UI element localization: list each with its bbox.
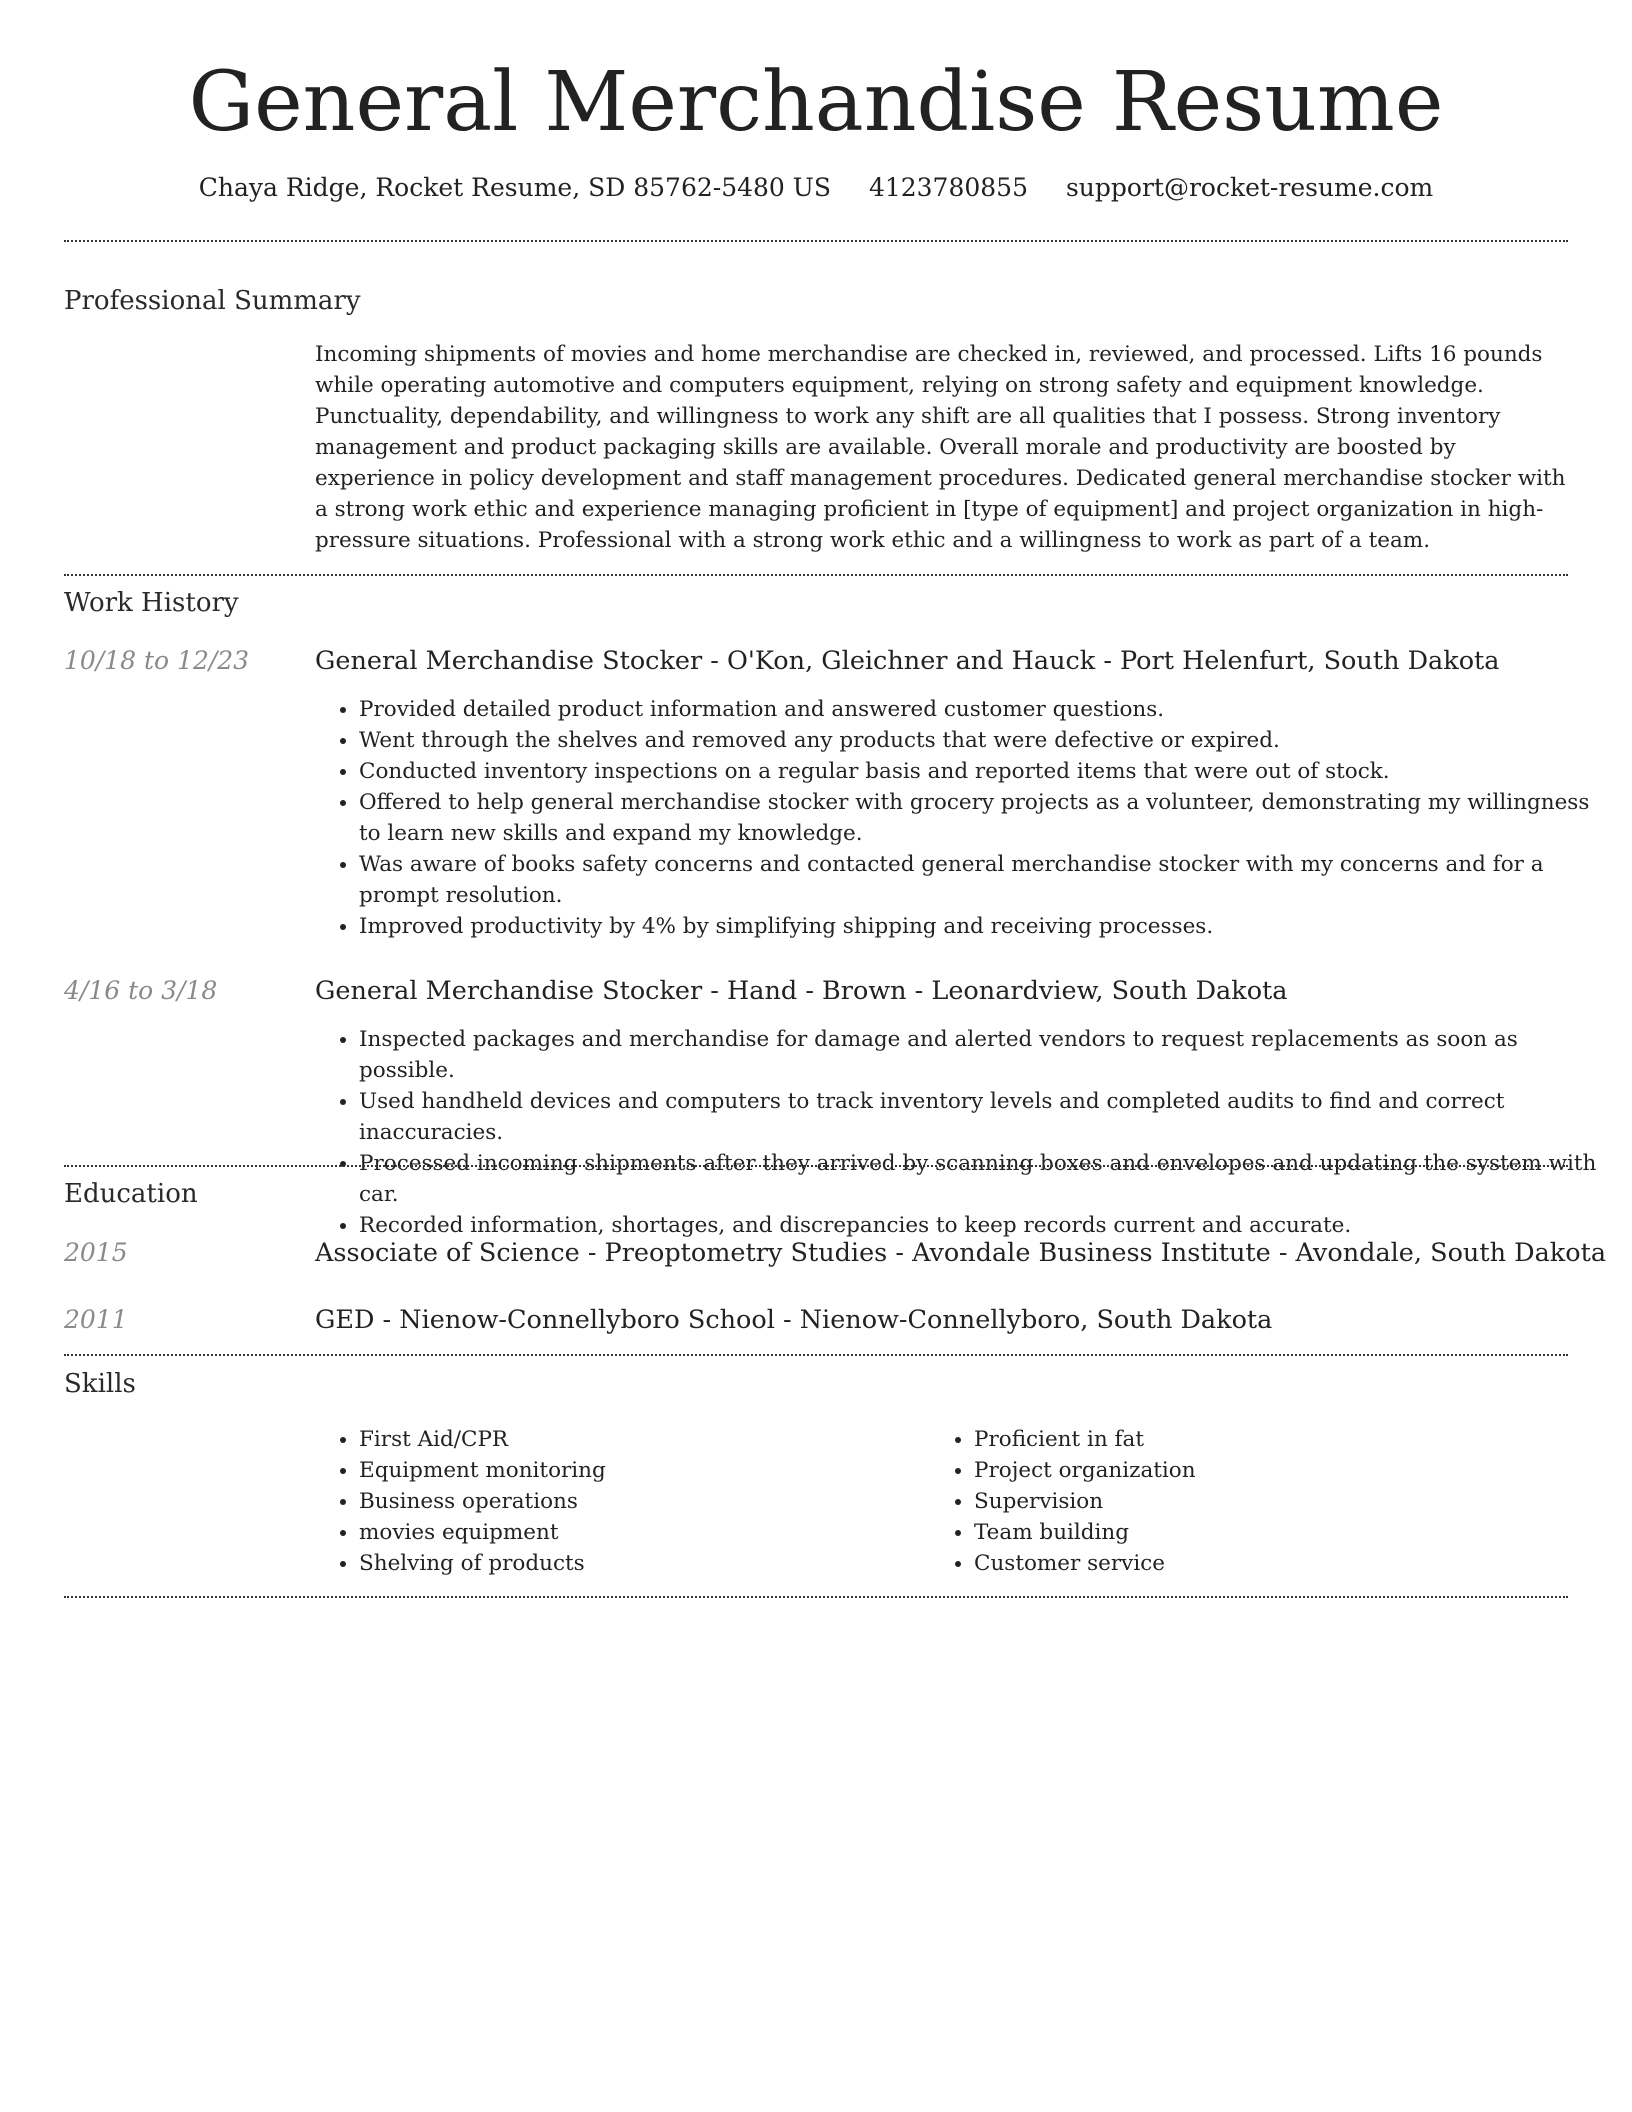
skill-item: • Customer service — [974, 1548, 1534, 1579]
job-dates: 10/18 to 12/23 — [64, 646, 250, 675]
section-divider — [64, 240, 1568, 242]
job-bullet: • Inspected packages and merchandise for damage and alerted vendors to request replacements as soon as possible. — [359, 1024, 1615, 1086]
job-bullet: • Offered to help general merchandise stocker with grocery projects as a volunteer, demonstrating my willingness to learn new skills and expand my knowledge. — [359, 787, 1615, 849]
skill-item: • Team building — [974, 1517, 1534, 1548]
section-heading-summary: Professional Summary — [64, 286, 361, 316]
skill-item: • Supervision — [974, 1486, 1534, 1517]
job-dates: 4/16 to 3/18 — [64, 976, 218, 1005]
skill-item: • Shelving of products — [359, 1548, 919, 1579]
section-heading-skills: Skills — [64, 1369, 136, 1399]
education-year: 2011 — [64, 1305, 128, 1334]
skills-list-right — [930, 1424, 1534, 1579]
skill-item: • Equipment monitoring — [359, 1455, 919, 1486]
section-heading-work: Work History — [64, 588, 239, 618]
job-title: General Merchandise Stocker - O'Kon, Gleichner and Hauck - Port Helenfurt, South Dakota — [315, 646, 1500, 676]
skill-item: • First Aid/CPR — [359, 1424, 919, 1455]
education-entry: Associate of Science - Preoptometry Studies - Avondale Business Institute - Avondale, South Dakota — [315, 1238, 1607, 1268]
skill-item: • Proficient in fat — [974, 1424, 1534, 1455]
job-bullets — [315, 1024, 1615, 1241]
job-bullets — [315, 694, 1615, 942]
skill-item: • Project organization — [974, 1455, 1534, 1486]
job-bullet: • Recorded information, shortages, and discrepancies to keep records current and accurate. — [359, 1210, 1615, 1241]
contact-phone: 4123780855 — [868, 173, 1028, 202]
job-bullet: • Provided detailed product information and answered customer questions. — [359, 694, 1615, 725]
section-heading-education: Education — [64, 1179, 198, 1209]
section-divider — [64, 1596, 1568, 1598]
skill-item: • Business operations — [359, 1486, 919, 1517]
education-entry: GED - Nienow-Connellyboro School - Nienow-Connellyboro, South Dakota — [315, 1305, 1273, 1335]
contact-email: support@rocket-resume.com — [1065, 173, 1434, 202]
education-year: 2015 — [64, 1238, 128, 1267]
resume-title: General Merchandise Resume — [188, 55, 1444, 150]
job-title: General Merchandise Stocker - Hand - Brown - Leonardview, South Dakota — [315, 976, 1288, 1006]
contact-address: Chaya Ridge, Rocket Resume, SD 85762-5480 US — [198, 173, 831, 202]
job-bullet: • Processed incoming shipments after they arrived by scanning boxes and envelopes and updating the system with car. — [359, 1148, 1615, 1210]
summary-text: Incoming shipments of movies and home merchandise are checked in, reviewed, and processed. Lifts 16 pounds while operating automotive and computers equipment, relying on strong safety and equipment knowledge. Punctuality, dependability, and willingness to work any shift are all qualities that I possess. Strong inventory management and product packaging skills are available. Overall morale and productivity are boosted by experience in policy development and staff management procedures. Dedicated general merchandise stocker with a strong work ethic and experience managing proficient in [type of equipment] and project organization in high-pressure situations. Professional with a strong work ethic and a willingness to work as part of a team. — [315, 342, 1566, 553]
job-bullet: • Conducted inventory inspections on a regular basis and reported items that were out of stock. — [359, 756, 1615, 787]
job-bullet: • Improved productivity by 4% by simplifying shipping and receiving processes. — [359, 911, 1615, 942]
section-divider — [64, 574, 1568, 576]
job-bullet: • Went through the shelves and removed any products that were defective or expired. — [359, 725, 1615, 756]
job-bullet: • Was aware of books safety concerns and contacted general merchandise stocker with my concerns and for a prompt resolution. — [359, 849, 1615, 911]
skills-list-left — [315, 1424, 919, 1579]
skill-item: • movies equipment — [359, 1517, 919, 1548]
job-bullet: • Used handheld devices and computers to track inventory levels and completed audits to find and correct inaccuracies. — [359, 1086, 1615, 1148]
contact-line — [0, 168, 1632, 208]
section-divider — [64, 1354, 1568, 1356]
section-divider — [64, 1165, 1568, 1167]
